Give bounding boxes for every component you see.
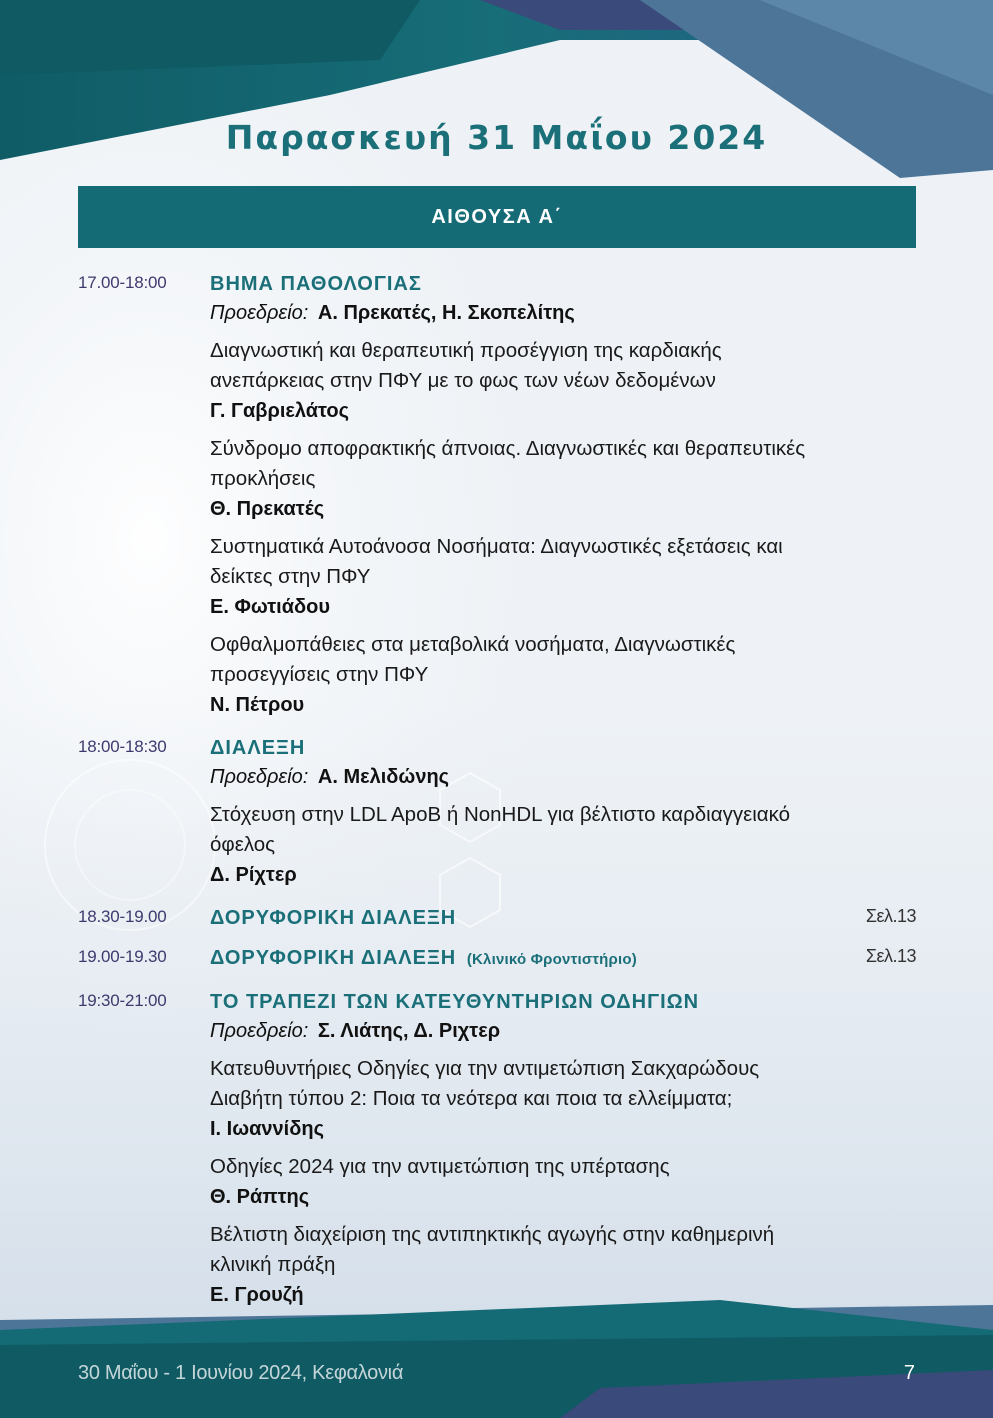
session-chairs — [210, 762, 916, 792]
talk-title: προσεγγίσεις στην ΠΦΥ — [210, 663, 429, 686]
talk-speaker: Ε. Φωτιάδου — [210, 596, 330, 618]
chair-names: Α. Μελιδώνης — [317, 766, 450, 788]
session-title: ΔΟΡΥΦΟΡΙΚΗ ΔΙΑΛΕΞΗ — [210, 947, 457, 969]
session-time: 18:00-18:30 — [78, 737, 167, 756]
page-number: 7 — [903, 1362, 915, 1384]
session-title: ΔΙΑΛΕΞΗ — [210, 737, 306, 759]
chair-label: Προεδρείο: — [210, 1020, 309, 1042]
talk-title: ανεπάρκειας στην ΠΦΥ με το φως των νέων δεδομένων — [210, 369, 716, 392]
session-title: ΔΟΡΥΦΟΡΙΚΗ ΔΙΑΛΕΞΗ — [210, 907, 457, 929]
talk-title: Συστηματικά Αυτοάνοσα Νοσήματα: Διαγνωστικές εξετάσεις και — [210, 535, 783, 558]
talk-speaker: Θ. Πρεκατές — [210, 498, 325, 520]
talk-title: Διαβήτη τύπου 2: Ποια τα νεότερα και ποια τα ελλείμματα; — [210, 1087, 733, 1110]
session-title-wrapper — [210, 944, 916, 974]
chair-names: Α. Πρεκατές, Η. Σκοπελίτης — [317, 302, 575, 324]
talk-speaker: Γ. Γαβριελάτος — [210, 400, 350, 422]
program-schedule — [78, 270, 916, 1310]
session-block — [78, 988, 916, 1310]
session-block — [78, 734, 916, 890]
session-chairs — [210, 298, 916, 328]
talk-item — [210, 1220, 916, 1310]
talk-title: Σύνδρομο αποφρακτικής άπνοιας. Διαγνωστικές και θεραπευτικές — [210, 437, 806, 460]
talk-title: κλινική πράξη — [210, 1253, 336, 1276]
talk-title: Στόχευση στην LDL ApoB ή NonHDL για βέλτιστο καρδιαγγειακό — [210, 803, 791, 826]
session-chairs — [210, 1016, 916, 1046]
session-time: 19.00-19.30 — [78, 947, 167, 966]
talk-title: Οδηγίες 2024 για την αντιμετώπιση της υπέρτασης — [210, 1155, 670, 1178]
talk-item — [210, 630, 916, 720]
chair-label: Προεδρείο: — [210, 766, 309, 788]
talk-item — [210, 336, 916, 426]
talk-title: Οφθαλμοπάθειες στα μεταβολικά νοσήματα, Διαγνωστικές — [210, 633, 736, 656]
talk-item — [210, 532, 916, 622]
talk-item — [210, 1152, 916, 1212]
talk-title: προκλήσεις — [210, 467, 316, 490]
talk-item — [210, 1054, 916, 1144]
talk-title: Βέλτιστη διαχείριση της αντιπηκτικής αγωγής στην καθημερινή — [210, 1223, 775, 1246]
talk-title: δείκτες στην ΠΦΥ — [210, 565, 371, 588]
chair-names: Σ. Λιάτης, Δ. Ριχτερ — [317, 1020, 501, 1042]
page-reference[interactable]: Σελ.13 — [865, 946, 916, 966]
talk-item — [210, 800, 916, 890]
session-block — [78, 944, 916, 974]
talk-item — [210, 434, 916, 524]
talk-speaker: Ν. Πέτρου — [210, 694, 305, 716]
session-subtitle: (Κλινικό Φροντιστήριο) — [466, 951, 637, 968]
session-block — [78, 270, 916, 720]
session-time: 19:30-21:00 — [78, 991, 167, 1010]
session-block — [78, 904, 916, 932]
chair-label: Προεδρείο: — [210, 302, 309, 324]
session-time: 18.30-19.00 — [78, 907, 167, 926]
talk-title: όφελος — [210, 833, 276, 856]
session-title: ΒΗΜΑ ΠΑΘΟΛΟΓΙΑΣ — [210, 273, 422, 295]
room-header: ΑΙΘΟΥΣΑ Α΄ — [78, 186, 916, 248]
talk-title: Διαγνωστική και θεραπευτική προσέγγιση της καρδιακής — [210, 339, 722, 362]
talk-speaker: Δ. Ρίχτερ — [210, 864, 297, 886]
talk-speaker: Θ. Ράπτης — [210, 1186, 310, 1208]
page-title: Παρασκευή 31 Μαΐου 2024 — [225, 118, 768, 157]
session-time: 17.00-18:00 — [78, 273, 167, 292]
talk-speaker: Ι. Ιωαννίδης — [210, 1118, 324, 1140]
footer-event-info: 30 Μαΐου - 1 Ιουνίου 2024, Κεφαλονιά — [78, 1362, 404, 1384]
talk-title: Κατευθυντήριες Οδηγίες για την αντιμετώπιση Σακχαρώδους — [210, 1057, 760, 1080]
page-reference[interactable]: Σελ.13 — [865, 906, 916, 926]
session-title: ΤΟ ΤΡΑΠΕΖΙ ΤΩΝ ΚΑΤΕΥΘΥΝΤΗΡΙΩΝ ΟΔΗΓΙΩΝ — [210, 991, 700, 1013]
talk-speaker: Ε. Γρουζή — [210, 1284, 304, 1306]
